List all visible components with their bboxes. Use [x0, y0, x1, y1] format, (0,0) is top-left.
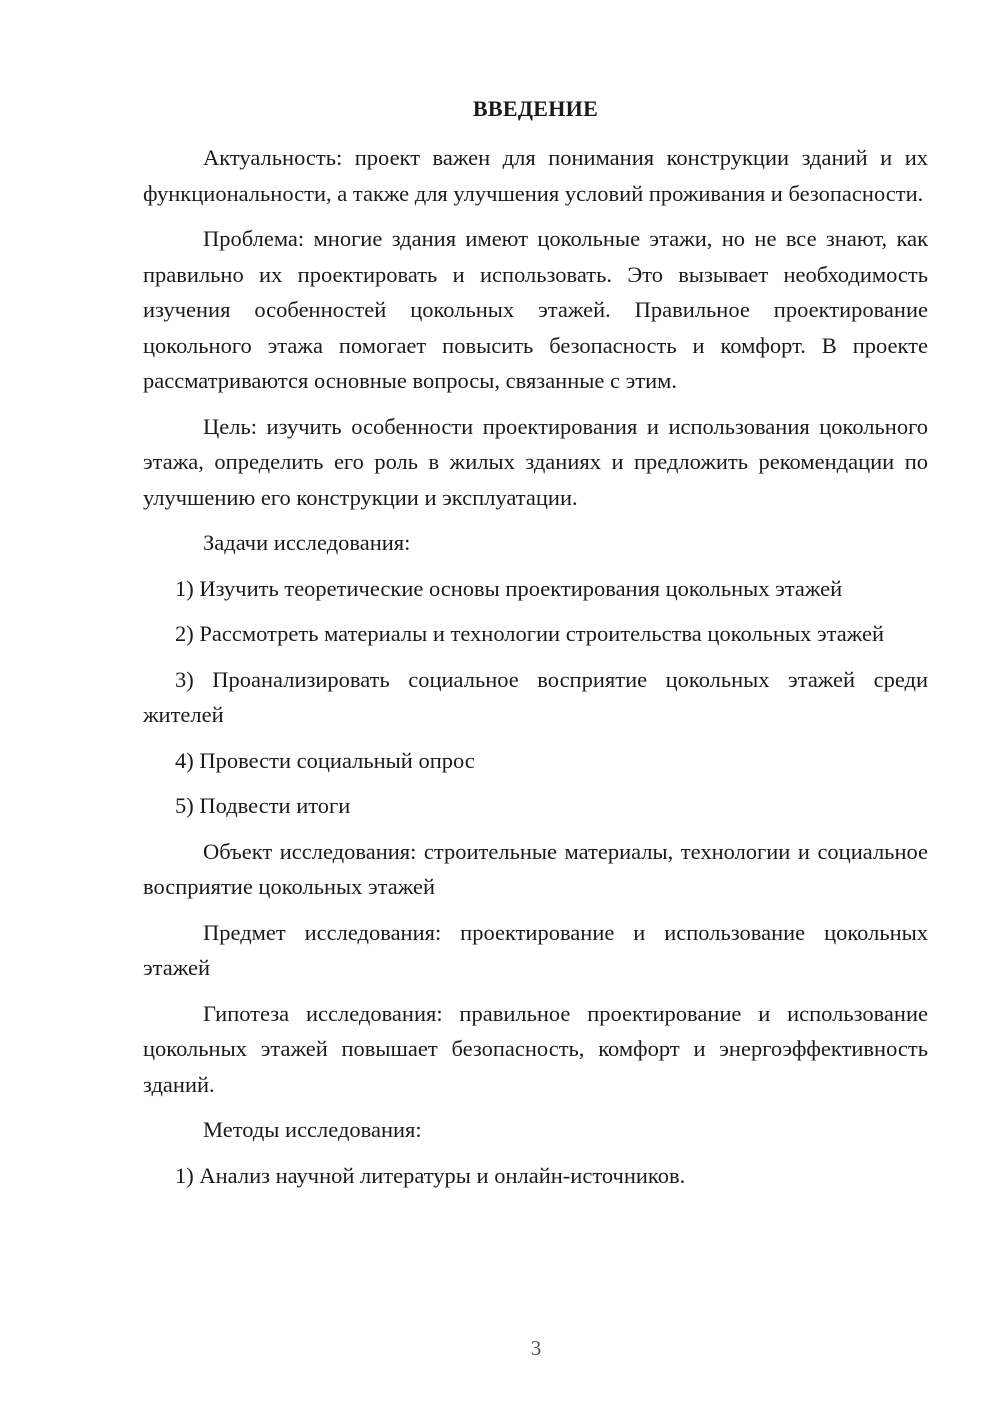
goal-paragraph: Цель: изучить особенности проектирования и использования цокольного этажа, определить его роль в жилых зданиях и предложить рекомендации по улучшению его конструкции и эксплуатации.: [143, 413, 928, 510]
section-heading: ВВЕДЕНИЕ: [472, 96, 599, 121]
task-item: 3) Проанализировать социальное восприятие цокольных этажей среди жителей: [143, 666, 928, 727]
task-item: 1) Изучить теоретические основы проектирования цокольных этажей: [175, 575, 843, 601]
document-body: [143, 140, 928, 1203]
relevance-paragraph: Актуальность: проект важен для понимания конструкции зданий и их функциональности, а также для улучшения условий проживания и безопасности.: [143, 145, 928, 206]
page-number: 3: [530, 1336, 542, 1360]
tasks-title: Задачи исследования:: [203, 530, 411, 555]
hypothesis-paragraph: Гипотеза исследования: правильное проектирование и использование цокольных этажей повышает безопасность, комфорт и энергоэффективность зданий.: [143, 1000, 928, 1097]
methods-title: Методы исследования:: [203, 1117, 422, 1142]
task-item: 5) Подвести итоги: [175, 793, 351, 818]
subject-paragraph: Предмет исследования: проектирование и использование цокольных этажей: [143, 919, 928, 980]
method-item: 1) Анализ научной литературы и онлайн-источников.: [175, 1162, 686, 1188]
problem-paragraph: Проблема: многие здания имеют цокольные этажи, но не все знают, как правильно их проектировать и использовать. Это вызывает необходимость изучения особенностей цокольных этажей. Правильное проектирование цокольного этажа помогает повысить безопасность и комфорт. В проекте рассматриваются основные вопросы, связанные с этим.: [143, 226, 928, 393]
task-item: 4) Провести социальный опрос: [175, 747, 475, 773]
object-paragraph: Объект исследования: строительные материалы, технологии и социальное восприятие цокольных этажей: [143, 838, 928, 899]
task-item: 2) Рассмотреть материалы и технологии строительства цокольных этажей: [175, 621, 884, 646]
